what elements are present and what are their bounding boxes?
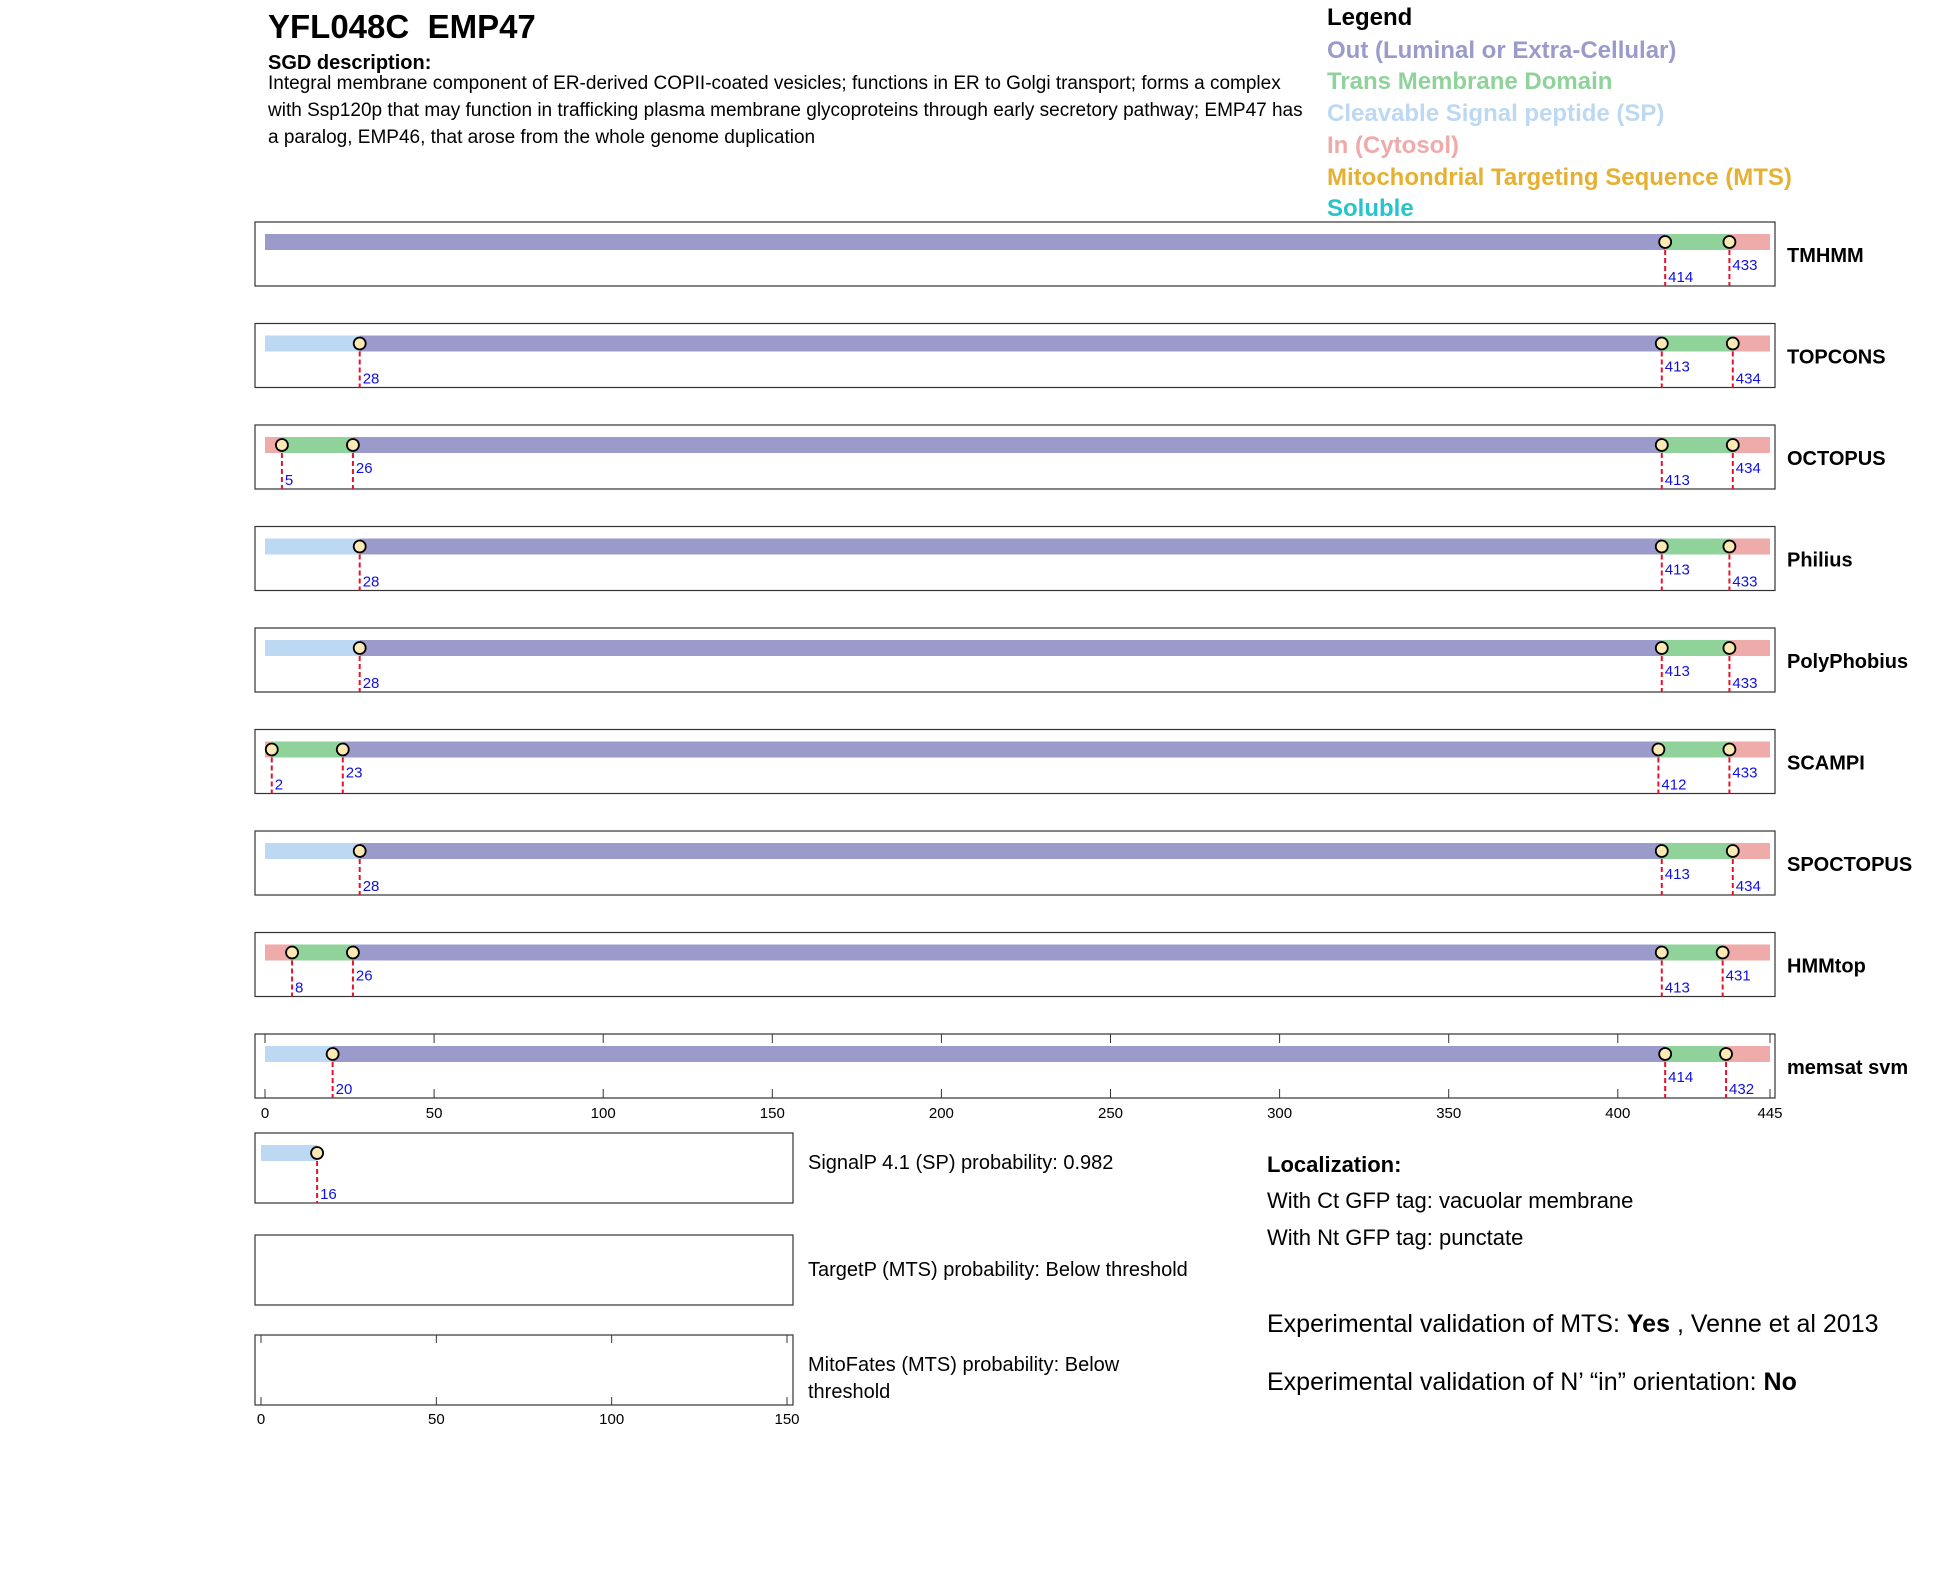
boundary-dot [276, 439, 288, 451]
boundary-label: 28 [362, 573, 380, 591]
track-hmmtop [255, 933, 1866, 997]
targetp-text: TargetP (MTS) probability: Below threshold [808, 1259, 1188, 1281]
track-frame [255, 1235, 793, 1305]
x-tick-label: 300 [1267, 1105, 1293, 1122]
boundary-dot [311, 1147, 323, 1159]
boundary-dot [1720, 1048, 1732, 1060]
x-tick-label: 150 [774, 1411, 800, 1428]
track-frame [255, 222, 1775, 286]
x-tick-label: 0 [256, 1411, 266, 1428]
boundary-label: 433 [1732, 675, 1758, 692]
track-frame [255, 425, 1775, 489]
boundary-label: 28 [362, 878, 380, 895]
boundary-dot [1656, 947, 1668, 959]
boundary-label: 434 [1735, 460, 1761, 477]
gene-name: EMP47 [427, 8, 536, 45]
boundary-dot [1723, 236, 1735, 248]
legend-out: Out (Luminal or Extra-Cellular) [1327, 37, 1677, 64]
x-tick-label: 150 [759, 1105, 785, 1122]
boundary-label: 414 [1668, 269, 1694, 286]
orientation-validation [1267, 1368, 1797, 1397]
mitofates-panel [255, 1335, 800, 1428]
boundary-dot [1656, 642, 1668, 654]
segment-out [360, 336, 1662, 352]
boundary-dot [1727, 338, 1739, 350]
track-frame [255, 527, 1775, 591]
segment-tm [1662, 437, 1733, 453]
boundary-dot [1656, 439, 1668, 451]
boundary-label: 413 [1664, 561, 1690, 579]
segment-tm [292, 945, 353, 961]
boundary-dot [1723, 744, 1735, 756]
boundary-dot [1723, 541, 1735, 553]
signalp-panel [255, 1133, 793, 1203]
segment-tm [1662, 945, 1723, 961]
track-octopus [255, 425, 1886, 489]
x-tick-label: 350 [1436, 1105, 1462, 1122]
x-tick-label: 200 [928, 1105, 954, 1122]
track-label: Philius [1787, 549, 1853, 572]
track-tmhmm [255, 222, 1864, 286]
boundary-label: 26 [355, 460, 373, 477]
boundary-dot [354, 845, 366, 857]
legend-soluble: Soluble [1327, 195, 1414, 222]
legend-mts: Mitochondrial Targeting Sequence (MTS) [1327, 164, 1792, 191]
segment-out [353, 437, 1662, 453]
track-frame [255, 324, 1775, 388]
track-frame [255, 628, 1775, 692]
mitofates-text-line1: MitoFates (MTS) probability: Below [808, 1354, 1120, 1376]
track-label: PolyPhobius [1787, 651, 1909, 673]
track-frame [255, 730, 1775, 794]
track-frame [255, 1034, 1775, 1098]
segment-out [333, 1046, 1666, 1062]
track-label: TOPCONS [1787, 346, 1886, 369]
track-label: HMMtop [1787, 955, 1866, 978]
legend-title: Legend [1327, 4, 1413, 31]
boundary-dot [1656, 845, 1668, 857]
boundary-label: 28 [362, 675, 380, 692]
boundary-label: 8 [295, 979, 304, 997]
boundary-label: 433 [1732, 764, 1758, 782]
segment-out [360, 843, 1662, 859]
boundary-dot [347, 947, 359, 959]
boundary-dot [286, 947, 298, 959]
track-frame [255, 1335, 793, 1405]
boundary-dot [1723, 642, 1735, 654]
segment-tm [1662, 539, 1730, 555]
boundary-label: 413 [1664, 663, 1690, 680]
x-tick-label: 400 [1605, 1105, 1631, 1122]
boundary-dot [1656, 338, 1668, 350]
legend-tm: Trans Membrane Domain [1327, 68, 1613, 95]
segment-tm [1662, 640, 1730, 656]
track-spoctopus [255, 831, 1912, 895]
boundary-label: 28 [362, 370, 380, 388]
boundary-dot [354, 541, 366, 553]
segment-tm [1665, 234, 1729, 250]
mts-validation-prefix: Experimental validation of MTS: [1267, 1310, 1627, 1338]
gene-id: YFL048C [268, 8, 410, 45]
boundary-label: 434 [1735, 370, 1761, 388]
segment-tm [1662, 336, 1733, 352]
boundary-label: 20 [335, 1081, 353, 1098]
track-frame [255, 831, 1775, 895]
segment-tm [1665, 1046, 1726, 1062]
boundary-label: 413 [1664, 979, 1690, 997]
x-tick-label: 100 [590, 1105, 616, 1122]
track-topcons [255, 324, 1886, 388]
track-label: OCTOPUS [1787, 448, 1886, 470]
boundary-label: 413 [1664, 358, 1690, 376]
x-tick-label: 50 [425, 1105, 443, 1122]
track-frame [255, 933, 1775, 997]
targetp-panel [255, 1235, 793, 1305]
segment-out [343, 742, 1659, 758]
boundary-dot [1727, 439, 1739, 451]
x-tick-label: 250 [1097, 1105, 1124, 1122]
boundary-dot [1659, 236, 1671, 248]
boundary-label: 16 [320, 1186, 337, 1203]
segment-sp [265, 640, 360, 656]
mts-validation-value: Yes [1626, 1310, 1670, 1338]
boundary-label: 5 [284, 472, 294, 489]
localization-ct: With Ct GFP tag: vacuolar membrane [1267, 1188, 1634, 1213]
segment-out [360, 640, 1662, 656]
localization-nt: With Nt GFP tag: punctate [1267, 1225, 1524, 1250]
segment-tm [1658, 742, 1729, 758]
segment-tm [272, 742, 343, 758]
boundary-dot [1652, 744, 1664, 756]
boundary-dot [1656, 541, 1668, 553]
track-philius [255, 527, 1853, 591]
segment-in [1723, 945, 1770, 961]
track-scampi [255, 730, 1865, 794]
x-tick-label: 50 [427, 1411, 445, 1428]
boundary-label: 434 [1735, 878, 1761, 895]
boundary-label: 23 [345, 764, 363, 782]
orientation-validation-value: No [1763, 1368, 1797, 1396]
mts-validation-suffix: , Venne et al 2013 [1670, 1310, 1879, 1338]
boundary-dot [1717, 947, 1729, 959]
segment-out [265, 234, 1665, 250]
segment-sp [265, 539, 360, 555]
description-label: SGD description: [268, 52, 432, 74]
boundary-label: 413 [1664, 866, 1690, 883]
boundary-label: 412 [1661, 776, 1687, 794]
boundary-dot [347, 439, 359, 451]
boundary-label: 413 [1664, 472, 1690, 489]
boundary-label: 2 [274, 776, 284, 794]
track-label: SCAMPI [1787, 752, 1865, 775]
legend-sp: Cleavable Signal peptide (SP) [1327, 100, 1665, 127]
signalp-text: SignalP 4.1 (SP) probability: 0.982 [808, 1152, 1114, 1174]
description-text: Integral membrane component of ER-derived COPII-coated vesicles; functions in ER to Golgi transport; forms a complex with Ssp120p that may function in trafficking plasma membrane glycoproteins through early secretory pathway; EMP47 has a paralog, EMP46, that arose from the whole genome duplication [268, 73, 1303, 148]
segment-tm [1662, 843, 1733, 859]
segment-sp [265, 843, 360, 859]
segment-sp [265, 336, 360, 352]
boundary-dot [1727, 845, 1739, 857]
track-polyphobius [255, 628, 1908, 692]
boundary-dot [354, 642, 366, 654]
boundary-label: 414 [1668, 1069, 1694, 1086]
boundary-dot [1659, 1048, 1671, 1060]
mts-validation [1267, 1310, 1879, 1339]
track-label: memsat svm [1787, 1057, 1909, 1079]
x-tick-label: 0 [260, 1105, 270, 1122]
x-tick-label: 100 [599, 1411, 625, 1428]
track-label: TMHMM [1787, 245, 1864, 267]
track-label: SPOCTOPUS [1787, 854, 1913, 876]
boundary-dot [266, 744, 278, 756]
boundary-label: 432 [1729, 1081, 1755, 1098]
orientation-validation-prefix: Experimental validation of N’ “in” orientation: [1267, 1368, 1764, 1396]
x-tick-label: 445 [1757, 1105, 1783, 1122]
boundary-dot [354, 338, 366, 350]
boundary-label: 431 [1725, 967, 1751, 985]
legend-in: In (Cytosol) [1327, 132, 1459, 159]
boundary-label: 433 [1732, 573, 1758, 591]
boundary-dot [337, 744, 349, 756]
boundary-dot [327, 1048, 339, 1060]
segment-tm [282, 437, 353, 453]
mitofates-text-line2: threshold [808, 1381, 891, 1403]
boundary-label: 26 [355, 967, 373, 985]
segment-sp [265, 1046, 333, 1062]
segment-out [360, 539, 1662, 555]
segment-out [353, 945, 1662, 961]
track-memsat-svm [255, 1034, 1908, 1098]
boundary-label: 433 [1732, 257, 1758, 274]
segment-sp [261, 1145, 317, 1161]
localization-title: Localization: [1267, 1152, 1402, 1177]
